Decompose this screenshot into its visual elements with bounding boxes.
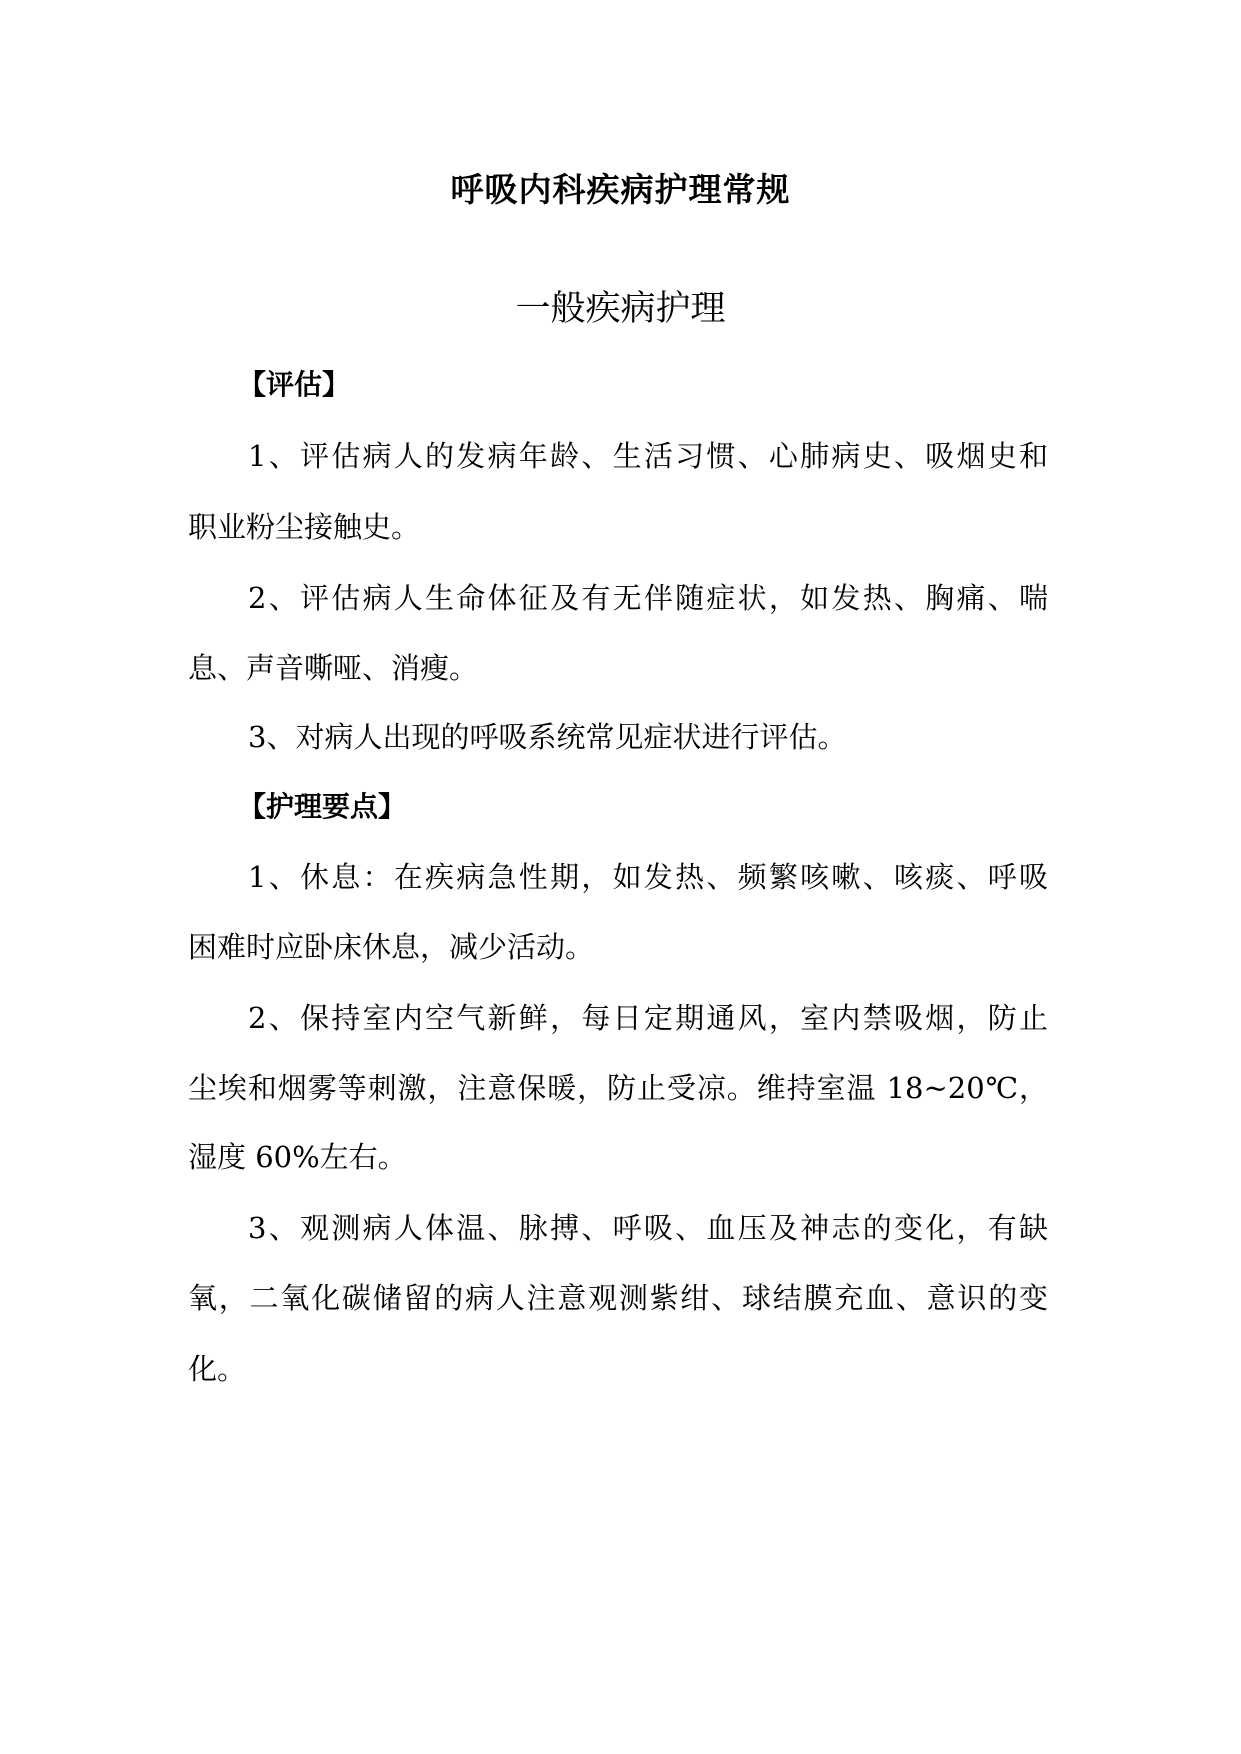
nursing-item-3-line-1: 3、观测病人体温、脉搏、呼吸、血压及神志的变化，有缺 <box>248 1211 1048 1245</box>
section-title: 一般疾病护理 <box>515 289 726 329</box>
nursing-item-1-line-2: 困难时应卧床休息，减少活动。 <box>188 930 595 964</box>
nursing-item-3-line-3: 化。 <box>188 1352 247 1386</box>
nursing-item-1-line-1: 1、休息：在疾病急性期，如发热、频繁咳嗽、咳痰、呼吸 <box>248 860 1048 894</box>
nursing-item-2-line-3: 湿度 60%左右。 <box>188 1140 407 1174</box>
assessment-heading: 【评估】 <box>238 368 351 401</box>
nursing-item-2-line-1: 2、保持室内空气新鲜，每日定期通风，室内禁吸烟，防止 <box>248 1001 1048 1035</box>
document-title: 呼吸内科疾病护理常规 <box>450 170 791 209</box>
nursing-item-2-line-2: 尘埃和烟雾等刺激，注意保暖，防止受凉。维持室温 18~20℃， <box>188 1071 1048 1105</box>
assessment-item-2-line-2: 息、声音嘶哑、消瘦。 <box>188 651 479 685</box>
assessment-item-1-line-1: 1、评估病人的发病年龄、生活习惯、心肺病史、吸烟史和 <box>248 439 1048 473</box>
assessment-item-2-line-1: 2、评估病人生命体征及有无伴随症状，如发热、胸痛、喘 <box>248 581 1048 615</box>
assessment-item-3-line-1: 3、对病人出现的呼吸系统常见症状进行评估。 <box>248 720 847 754</box>
assessment-item-1-line-2: 职业粉尘接触史。 <box>188 510 421 544</box>
nursing-item-3-line-2: 氧，二氧化碳储留的病人注意观测紫绀、球结膜充血、意识的变 <box>188 1281 1048 1315</box>
nursing-heading: 【护理要点】 <box>238 790 407 823</box>
